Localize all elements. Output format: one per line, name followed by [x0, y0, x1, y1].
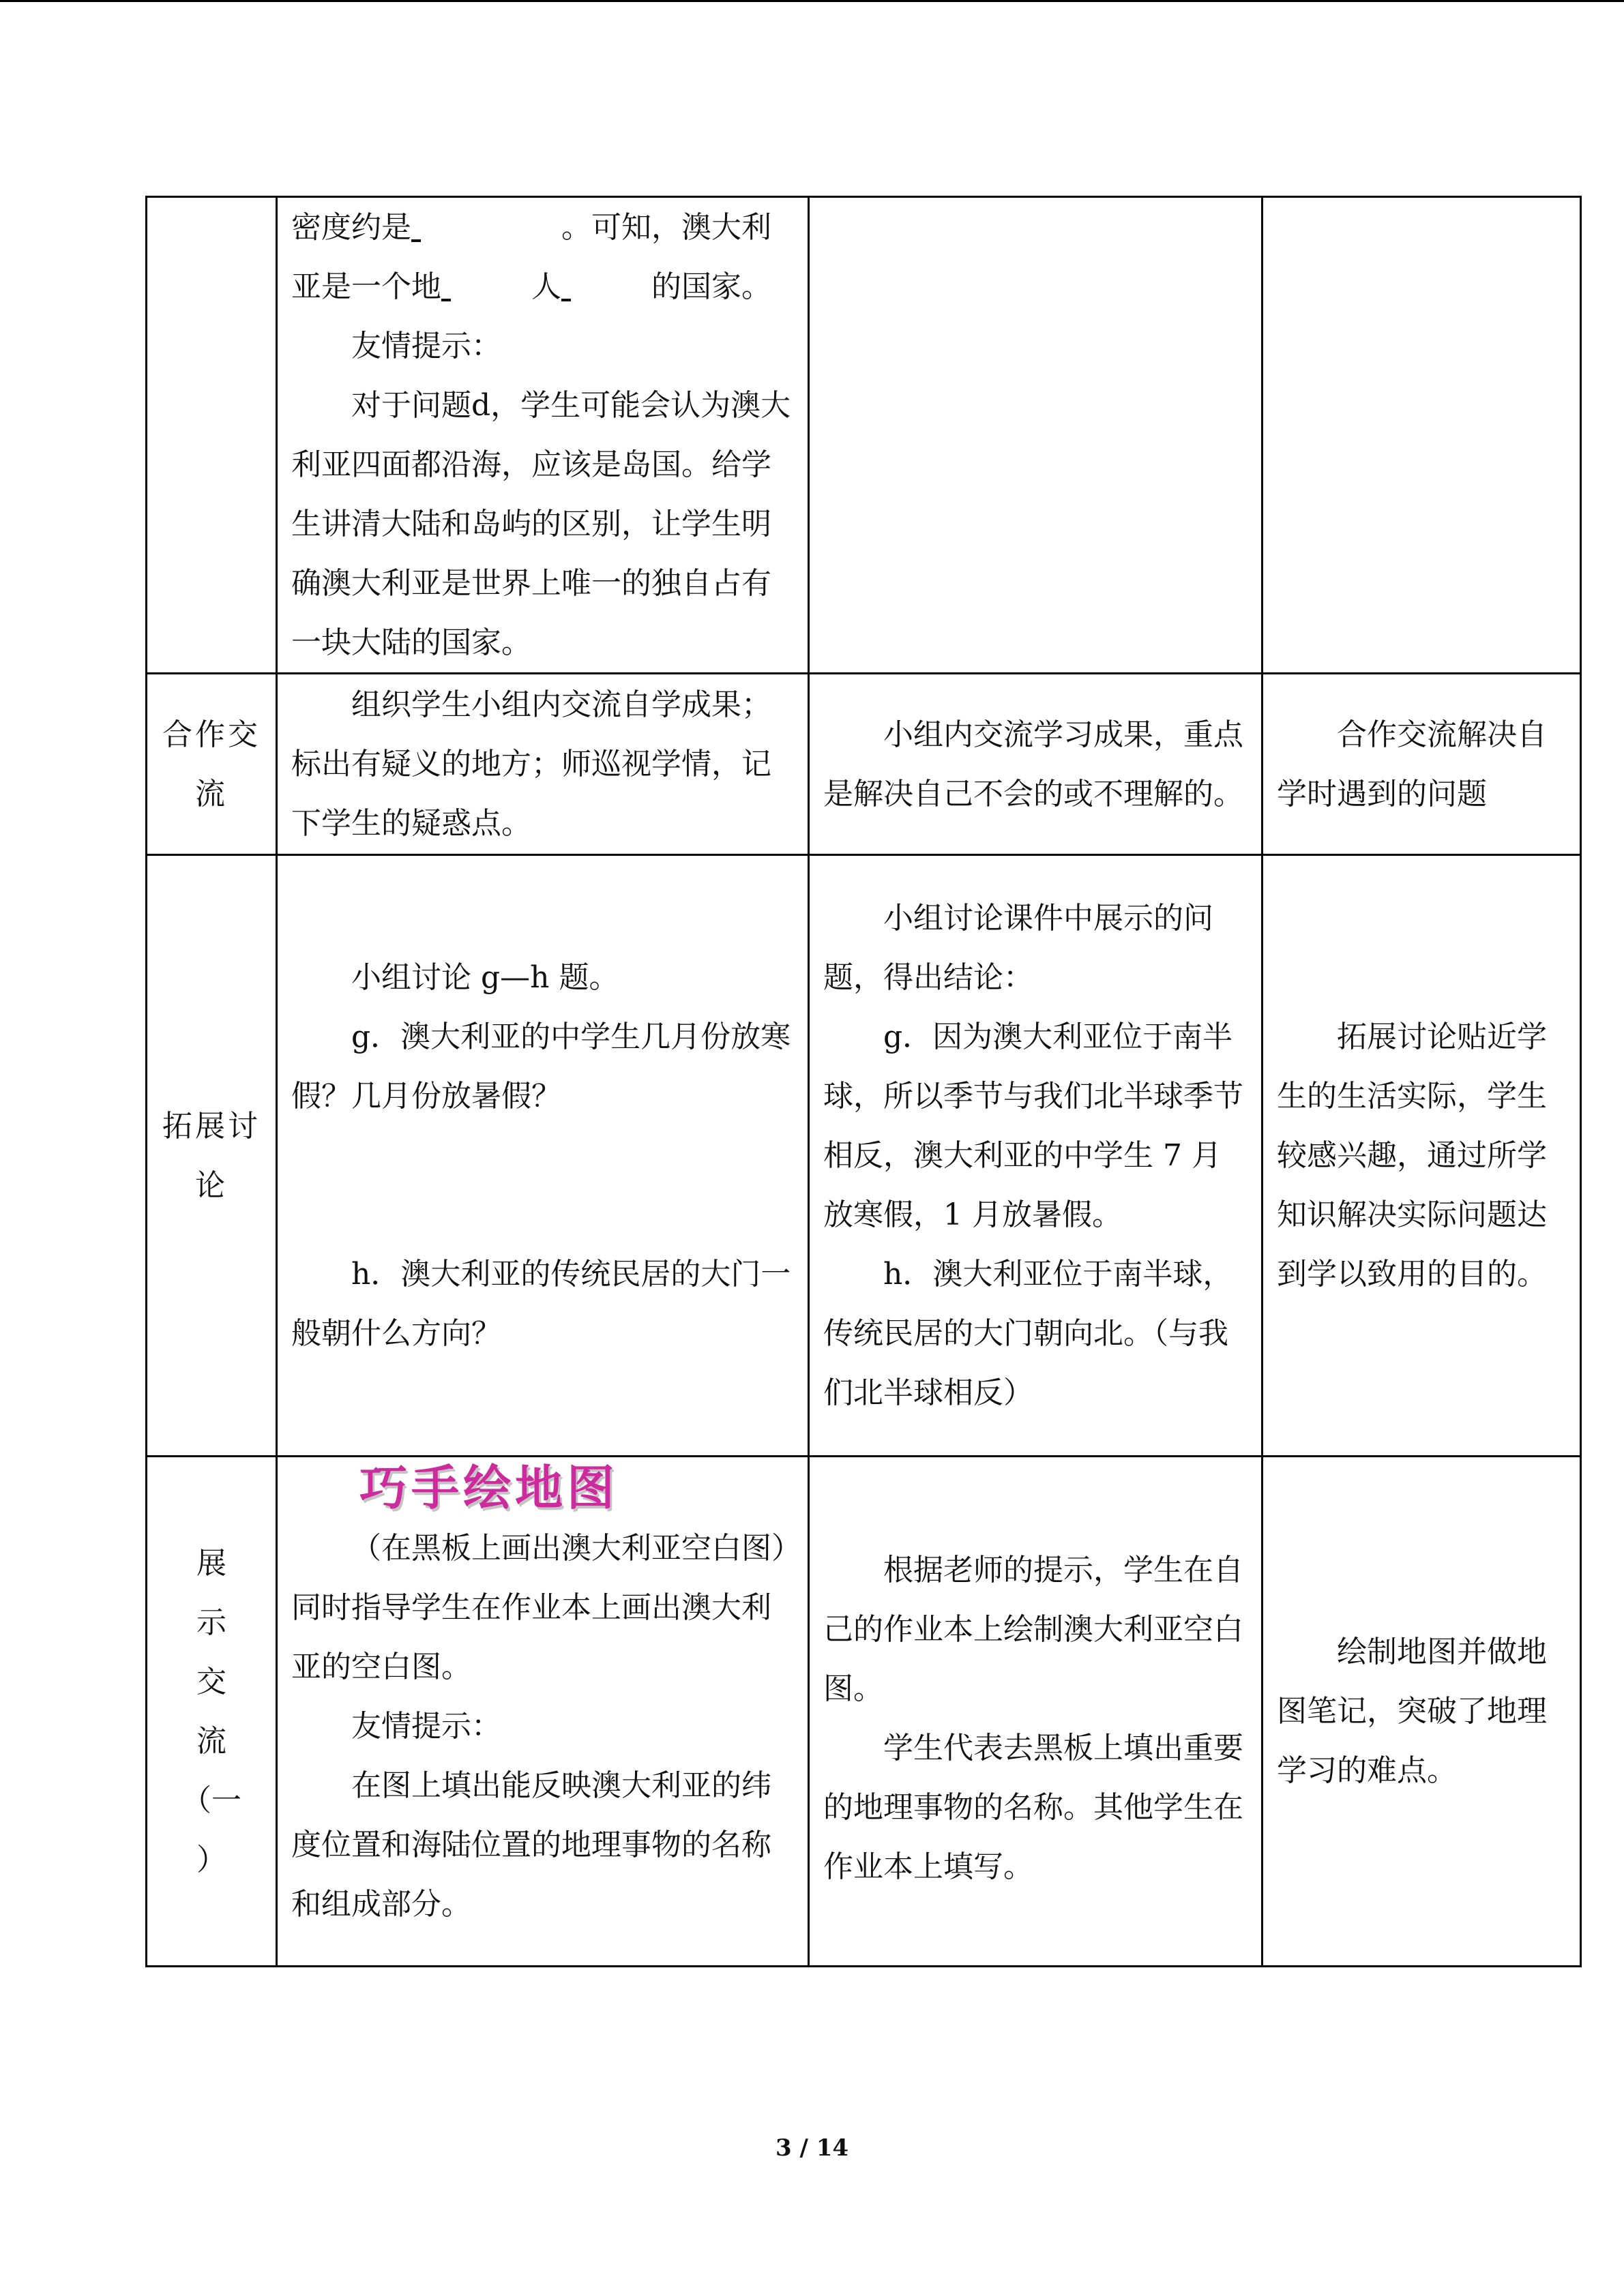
- page-number: 3 / 14: [775, 2134, 849, 2162]
- fill-in-sentence: 密度约是 。可知，澳大利亚是一个地 人 的国家。: [291, 198, 794, 316]
- blank-2: [561, 257, 651, 316]
- hint-title: 友情提示：: [351, 1709, 501, 1744]
- label-char: 交: [196, 1664, 226, 1699]
- answer-h: h．澳大利亚位于南半球，传统民居的大门朝向北。（与我们北半球相反）: [823, 1257, 1233, 1410]
- hint-text: 对于问题d，学生可能会认为澳大利亚四面都沿海，应该是岛国。给学生讲清大陆和岛屿的区别，让学生明确澳大利亚是世界上唯一的独自占有一块大陆的国家。: [291, 388, 791, 660]
- blank-1: [441, 257, 531, 316]
- student-activity-cell: [809, 855, 1263, 1457]
- design-intent-cell: [1263, 1457, 1581, 1967]
- hint-title: 友情提示：: [351, 329, 501, 363]
- question-h: h．澳大利亚的传统民居的大门一般朝什么方向？: [291, 1257, 791, 1351]
- page-top-rule: [0, 0, 1624, 2]
- table-row-presentation: [147, 1457, 1581, 1967]
- design-intent-cell: [1263, 674, 1581, 855]
- design-intent-cell: [1263, 197, 1581, 674]
- lesson-plan-table: [145, 196, 1582, 1967]
- label-char: 示: [196, 1605, 226, 1640]
- teacher-activity-cell: [277, 197, 809, 674]
- wordart-title: 巧手绘地图: [359, 1460, 619, 1516]
- student-text: 小组内交流学习成果，重点是解决自己不会的或不理解的。: [823, 717, 1243, 811]
- teacher-activity-cell: [277, 855, 809, 1457]
- label-char: ）: [196, 1842, 226, 1877]
- spacer: [823, 1527, 1247, 1540]
- hint-text: 在图上填出能反映澳大利亚的纬度位置和海陆位置的地理事物的名称和组成部分。: [291, 1768, 771, 1922]
- intent-text: 合作交流解决自学时遇到的问题: [1277, 717, 1547, 811]
- row-label-cooperation: 合作交流: [147, 674, 277, 855]
- table-row-extension: [147, 855, 1581, 1457]
- spacer: [291, 1126, 794, 1244]
- student-activity-cell: [809, 1457, 1263, 1967]
- row-label-extension: 拓展讨论: [147, 855, 277, 1457]
- student-activity-cell: [809, 674, 1263, 855]
- discussion-intro: 小组讨论 g—h 题。: [351, 960, 619, 995]
- label-char: 流: [196, 1723, 226, 1759]
- student-text-1: 根据老师的提示，学生在自己的作业本上绘制澳大利亚空白图。: [823, 1552, 1243, 1706]
- table-row-cooperation: [147, 674, 1581, 855]
- teacher-text: 组织学生小组内交流自学成果；标出有疑义的地方；师巡视学情，记下学生的疑惑点。: [291, 687, 771, 841]
- design-intent-cell: [1263, 855, 1581, 1457]
- row-label-presentation: [147, 1457, 277, 1967]
- question-g: g．澳大利亚的中学生几月份放寒假？几月份放暑假？: [291, 1019, 791, 1114]
- blank-density: [411, 198, 561, 257]
- intent-text: 绘制地图并做地图笔记，突破了地理学习的难点。: [1277, 1635, 1547, 1788]
- student-activity-cell: [809, 197, 1263, 674]
- teacher-activity-cell: [277, 1457, 809, 1967]
- label-char: （一: [181, 1783, 241, 1818]
- teacher-activity-cell: [277, 674, 809, 855]
- student-text-2: 学生代表去黑板上填出重要的地理事物的名称。其他学生在作业本上填写。: [823, 1730, 1243, 1884]
- student-intro: 小组讨论课件中展示的问题，得出结论：: [823, 901, 1213, 995]
- row-label-cell: [147, 197, 277, 674]
- teacher-instruction: （在黑板上画出澳大利亚空白图）同时指导学生在作业本上画出澳大利亚的空白图。: [291, 1531, 786, 1684]
- table-row-continuation: [147, 197, 1581, 674]
- label-char: 展: [196, 1545, 226, 1581]
- intent-text: 拓展讨论贴近学生的生活实际，学生较感兴趣，通过所学知识解决实际问题达到学以致用的目的。: [1277, 1019, 1547, 1292]
- answer-g: g．因为澳大利亚位于南半球，所以季节与我们北半球季节相反，澳大利亚的中学生 7 月放寒假，1 月放暑假。: [823, 1019, 1243, 1232]
